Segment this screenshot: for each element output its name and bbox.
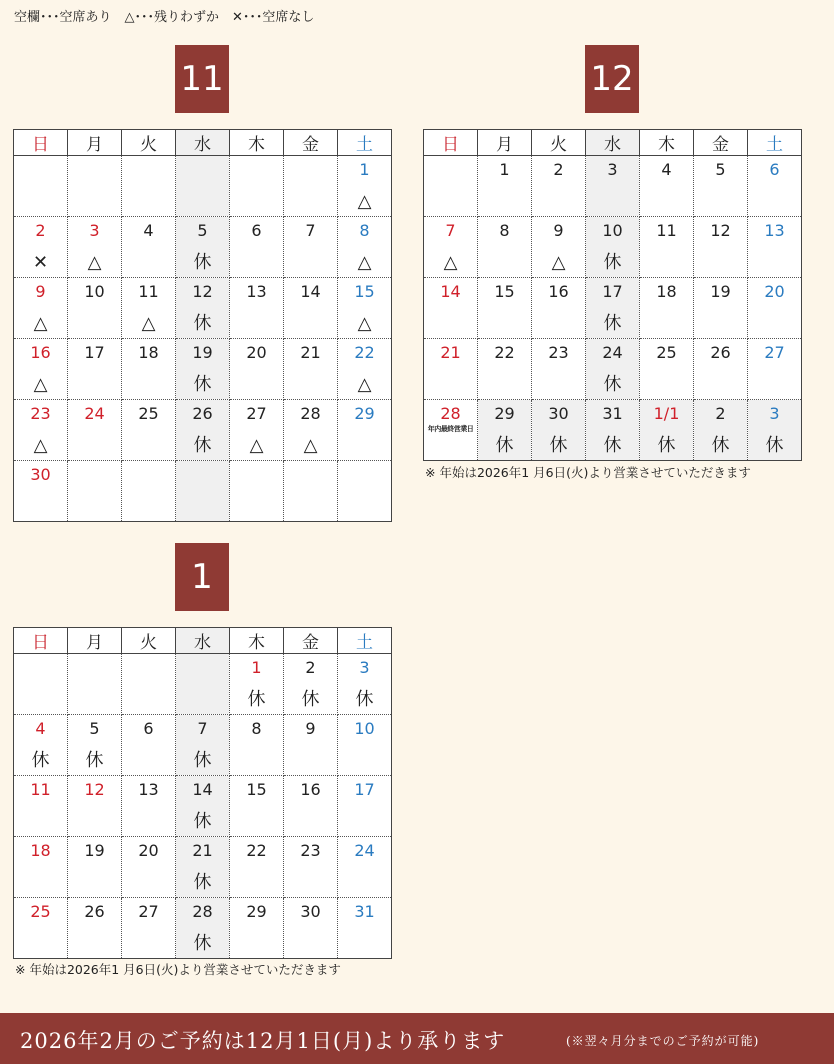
- closed-mark: 休: [603, 252, 622, 273]
- calendar-week-row: [424, 400, 802, 461]
- day-number: 9: [305, 719, 316, 738]
- day-number: 26: [192, 404, 213, 423]
- day-number: 29: [354, 404, 375, 423]
- day-number: 25: [30, 902, 51, 921]
- calendar-day-cell[interactable]: [122, 837, 176, 898]
- day-number: 3: [359, 658, 370, 677]
- day-number: 18: [656, 282, 677, 301]
- calendar-day-cell[interactable]: [14, 217, 68, 278]
- day-number: 8: [499, 221, 510, 240]
- calendar-week-row: [14, 837, 392, 898]
- day-number: 10: [602, 221, 623, 240]
- calendar-day-cell[interactable]: [230, 217, 284, 278]
- calendar-day-cell[interactable]: [230, 837, 284, 898]
- day-number: 14: [300, 282, 321, 301]
- calendar-day-cell[interactable]: [68, 400, 122, 461]
- day-number: 30: [30, 465, 51, 484]
- calendar-day-cell[interactable]: [284, 837, 338, 898]
- calendar-december: [423, 129, 802, 461]
- calendar-day-cell[interactable]: [68, 776, 122, 837]
- day-number: 11: [656, 221, 677, 240]
- day-number: 7: [197, 719, 208, 738]
- calendar-day-cell[interactable]: [640, 339, 694, 400]
- weekday-header-row: [424, 130, 802, 156]
- calendar-day-cell[interactable]: [230, 715, 284, 776]
- day-number: 13: [138, 780, 159, 799]
- closed-mark: 休: [603, 435, 622, 456]
- calendar-day-cell[interactable]: [122, 898, 176, 959]
- weekday-header: 月: [478, 130, 532, 156]
- day-number: 16: [300, 780, 321, 799]
- closed-mark: 休: [193, 313, 212, 334]
- day-number: 6: [251, 221, 262, 240]
- day-number: 6: [143, 719, 154, 738]
- day-number: 16: [548, 282, 569, 301]
- day-number: 26: [710, 343, 731, 362]
- day-number: 31: [602, 404, 623, 423]
- calendar-day-cell[interactable]: [640, 400, 694, 461]
- few-seats-mark: △: [87, 252, 102, 273]
- month-label-january: 1: [175, 543, 229, 611]
- calendar-day-cell[interactable]: [176, 776, 230, 837]
- calendar-day-cell[interactable]: [586, 339, 640, 400]
- calendar-day-cell[interactable]: [14, 278, 68, 339]
- calendar-day-cell[interactable]: [230, 278, 284, 339]
- calendar-day-cell[interactable]: [14, 461, 68, 522]
- day-number: 3: [769, 404, 780, 423]
- calendar-day-cell[interactable]: [176, 837, 230, 898]
- calendar-week-row: [14, 715, 392, 776]
- calendar-january: [13, 627, 392, 959]
- day-number: 26: [84, 902, 105, 921]
- calendar-day-cell[interactable]: [748, 339, 802, 400]
- calendar-day-cell: [176, 156, 230, 217]
- day-number: 18: [30, 841, 51, 860]
- calendar-day-cell[interactable]: [478, 278, 532, 339]
- closed-mark: 休: [247, 689, 266, 710]
- calendar-day-cell[interactable]: [284, 400, 338, 461]
- closed-mark: 休: [765, 435, 784, 456]
- reservation-banner-text: 2026年2月のご予約は12月1日(月)より承ります: [20, 1029, 506, 1053]
- calendar-day-cell[interactable]: [230, 339, 284, 400]
- reservation-banner-subtext: (※翌々月分までのご予約が可能): [566, 1034, 760, 1048]
- closed-mark: 休: [549, 435, 568, 456]
- weekday-header-row: [14, 628, 392, 654]
- day-number: 9: [553, 221, 564, 240]
- closed-mark: 休: [711, 435, 730, 456]
- weekday-header: 金: [284, 628, 338, 654]
- weekday-header-row: [14, 130, 392, 156]
- day-number: 29: [246, 902, 267, 921]
- calendar-day-cell[interactable]: [284, 715, 338, 776]
- calendar-day-cell[interactable]: [122, 776, 176, 837]
- day-number: 31: [354, 902, 375, 921]
- few-seats-mark: △: [33, 374, 48, 395]
- calendar-week-row: [14, 400, 392, 461]
- calendar-day-cell[interactable]: [478, 400, 532, 461]
- calendar-day-cell: [122, 654, 176, 715]
- weekday-header: 水: [176, 628, 230, 654]
- closed-mark: 休: [31, 750, 50, 771]
- calendar-day-cell: [176, 461, 230, 522]
- calendar-day-cell[interactable]: [532, 217, 586, 278]
- calendar-day-cell[interactable]: [284, 776, 338, 837]
- day-number: 15: [354, 282, 375, 301]
- weekday-header: 火: [532, 130, 586, 156]
- few-seats-mark: △: [249, 435, 264, 456]
- calendar-day-cell[interactable]: [748, 278, 802, 339]
- calendar-day-cell[interactable]: [694, 400, 748, 461]
- closed-mark: 休: [85, 750, 104, 771]
- calendar-week-row: [424, 217, 802, 278]
- calendar-day-cell[interactable]: [14, 898, 68, 959]
- calendar-week-row: [14, 278, 392, 339]
- day-number: 24: [354, 841, 375, 860]
- day-number: 8: [359, 221, 370, 240]
- new-year-note-december: ※ 年始は2026年1 月6日(火)より営業させていただきます: [425, 465, 751, 480]
- day-number: 5: [197, 221, 208, 240]
- few-seats-mark: △: [357, 374, 372, 395]
- closed-mark: 休: [193, 933, 212, 954]
- reservation-banner: [0, 1013, 834, 1064]
- calendar-day-cell[interactable]: [122, 715, 176, 776]
- month-label-november: 11: [175, 45, 229, 113]
- closed-mark: 休: [355, 689, 374, 710]
- day-number: 20: [246, 343, 267, 362]
- day-number: 22: [354, 343, 375, 362]
- calendar-day-cell[interactable]: [748, 156, 802, 217]
- calendar-day-cell[interactable]: [640, 156, 694, 217]
- weekday-header: 火: [122, 130, 176, 156]
- few-seats-mark: △: [357, 313, 372, 334]
- calendar-day-cell[interactable]: [176, 400, 230, 461]
- day-number: 15: [246, 780, 267, 799]
- calendar-day-cell[interactable]: [424, 217, 478, 278]
- weekday-header: 日: [14, 130, 68, 156]
- weekday-header: 木: [230, 628, 284, 654]
- day-number: 3: [89, 221, 100, 240]
- calendar-week-row: [14, 339, 392, 400]
- day-number: 1: [499, 160, 510, 179]
- calendar-day-cell[interactable]: [478, 217, 532, 278]
- calendar-week-row: [424, 339, 802, 400]
- calendar-day-cell[interactable]: [338, 339, 392, 400]
- calendar-day-cell: [338, 461, 392, 522]
- weekday-header: 月: [68, 130, 122, 156]
- day-number: 19: [710, 282, 731, 301]
- day-number: 27: [138, 902, 159, 921]
- day-number: 11: [138, 282, 159, 301]
- calendar-week-row: [424, 156, 802, 217]
- day-number: 5: [89, 719, 100, 738]
- day-number: 4: [35, 719, 46, 738]
- calendar-day-cell[interactable]: [338, 654, 392, 715]
- day-number: 19: [84, 841, 105, 860]
- calendar-day-cell[interactable]: [122, 400, 176, 461]
- day-number: 15: [494, 282, 515, 301]
- day-number: 21: [440, 343, 461, 362]
- calendar-day-cell[interactable]: [14, 837, 68, 898]
- calendar-day-cell[interactable]: [68, 217, 122, 278]
- day-number: 19: [192, 343, 213, 362]
- calendar-week-row: [14, 776, 392, 837]
- weekday-header: 木: [230, 130, 284, 156]
- day-number: 7: [305, 221, 316, 240]
- closed-mark: 休: [301, 689, 320, 710]
- calendar-week-row: [14, 654, 392, 715]
- closed-mark: 休: [193, 374, 212, 395]
- calendar-day-cell[interactable]: [338, 898, 392, 959]
- day-number: 9: [35, 282, 46, 301]
- closed-mark: 休: [193, 252, 212, 273]
- day-number: 30: [300, 902, 321, 921]
- calendar-day-cell[interactable]: [338, 837, 392, 898]
- day-number: 18: [138, 343, 159, 362]
- calendar-day-cell[interactable]: [68, 837, 122, 898]
- calendar-day-cell[interactable]: [478, 156, 532, 217]
- calendar-day-cell[interactable]: [640, 217, 694, 278]
- calendar-day-cell: [230, 156, 284, 217]
- day-number: 23: [30, 404, 51, 423]
- calendar-day-cell[interactable]: [338, 400, 392, 461]
- day-number: 27: [246, 404, 267, 423]
- calendar-day-cell[interactable]: [230, 654, 284, 715]
- day-number: 12: [710, 221, 731, 240]
- calendar-day-cell[interactable]: [68, 339, 122, 400]
- calendar-day-cell: [14, 654, 68, 715]
- calendar-day-cell: [284, 156, 338, 217]
- day-number: 16: [30, 343, 51, 362]
- day-number: 6: [769, 160, 780, 179]
- calendar-day-cell[interactable]: [14, 339, 68, 400]
- calendar-day-cell: [230, 461, 284, 522]
- day-number: 27: [764, 343, 785, 362]
- calendar-day-cell[interactable]: [284, 339, 338, 400]
- calendar-day-cell[interactable]: [694, 339, 748, 400]
- day-number: 20: [764, 282, 785, 301]
- day-number: 23: [300, 841, 321, 860]
- day-number: 28: [300, 404, 321, 423]
- calendar-day-cell[interactable]: [230, 898, 284, 959]
- calendar-day-cell[interactable]: [748, 400, 802, 461]
- day-number: 17: [602, 282, 623, 301]
- day-number: 14: [440, 282, 461, 301]
- calendar-day-cell: [68, 654, 122, 715]
- calendar-day-cell: [284, 461, 338, 522]
- calendar-day-cell[interactable]: [122, 339, 176, 400]
- calendar-day-cell[interactable]: [586, 400, 640, 461]
- calendar-day-cell[interactable]: [694, 278, 748, 339]
- day-number: 25: [138, 404, 159, 423]
- day-number: 24: [84, 404, 105, 423]
- day-number: 2: [305, 658, 316, 677]
- day-number: 17: [84, 343, 105, 362]
- day-number: 4: [143, 221, 154, 240]
- calendar-day-cell[interactable]: [284, 217, 338, 278]
- fully-booked-mark: ✕: [32, 252, 49, 273]
- few-seats-mark: △: [551, 252, 566, 273]
- few-seats-mark: △: [443, 252, 458, 273]
- calendar-day-cell[interactable]: [284, 278, 338, 339]
- day-number: 14: [192, 780, 213, 799]
- day-number: 5: [715, 160, 726, 179]
- calendar-day-cell[interactable]: [338, 156, 392, 217]
- closed-mark: 休: [657, 435, 676, 456]
- day-number: 30: [548, 404, 569, 423]
- weekday-header: 日: [424, 130, 478, 156]
- calendar-day-cell[interactable]: [532, 156, 586, 217]
- calendar-day-cell[interactable]: [338, 217, 392, 278]
- few-seats-mark: △: [303, 435, 318, 456]
- closed-mark: 休: [193, 750, 212, 771]
- calendar-week-row: [14, 217, 392, 278]
- availability-legend: 空欄･･･空席あり △･･･残りわずか ✕･･･空席なし: [14, 10, 315, 25]
- day-number: 3: [607, 160, 618, 179]
- day-number: 10: [84, 282, 105, 301]
- calendar-day-cell[interactable]: [586, 217, 640, 278]
- day-number: 8: [251, 719, 262, 738]
- calendar-day-cell[interactable]: [586, 278, 640, 339]
- day-number: 1: [359, 160, 370, 179]
- closed-mark: 休: [193, 435, 212, 456]
- day-number: 24: [602, 343, 623, 362]
- day-number: 29: [494, 404, 515, 423]
- day-number: 22: [246, 841, 267, 860]
- few-seats-mark: △: [357, 252, 372, 273]
- month-label-december: 12: [585, 45, 639, 113]
- calendar-day-cell[interactable]: [176, 278, 230, 339]
- calendar-week-row: [424, 278, 802, 339]
- day-number: 2: [715, 404, 726, 423]
- day-number: 10: [354, 719, 375, 738]
- calendar-day-cell[interactable]: [478, 339, 532, 400]
- calendar-day-cell[interactable]: [230, 400, 284, 461]
- day-number: 12: [192, 282, 213, 301]
- calendar-day-cell[interactable]: [424, 278, 478, 339]
- calendar-day-cell[interactable]: [176, 898, 230, 959]
- calendar-day-cell[interactable]: [640, 278, 694, 339]
- calendar-day-cell[interactable]: [14, 715, 68, 776]
- weekday-header: 土: [338, 628, 392, 654]
- calendar-day-cell[interactable]: [14, 400, 68, 461]
- day-number: 20: [138, 841, 159, 860]
- calendar-day-cell[interactable]: [338, 715, 392, 776]
- day-number: 28: [192, 902, 213, 921]
- day-number: 4: [661, 160, 672, 179]
- calendar-day-cell: [68, 156, 122, 217]
- few-seats-mark: △: [357, 191, 372, 212]
- day-number: 2: [35, 221, 46, 240]
- calendar-day-cell[interactable]: [14, 776, 68, 837]
- day-number: 13: [764, 221, 785, 240]
- calendar-day-cell[interactable]: [122, 217, 176, 278]
- calendar-day-cell[interactable]: [532, 339, 586, 400]
- few-seats-mark: △: [33, 435, 48, 456]
- calendar-day-cell[interactable]: [338, 776, 392, 837]
- calendar-week-row: [14, 898, 392, 959]
- day-number: 1/1: [653, 404, 680, 423]
- calendar-day-cell: [68, 461, 122, 522]
- day-number: 2: [553, 160, 564, 179]
- calendar-day-cell[interactable]: [586, 156, 640, 217]
- closed-mark: 休: [193, 811, 212, 832]
- day-number: 1: [251, 658, 262, 677]
- calendar-day-cell[interactable]: [176, 217, 230, 278]
- calendar-day-cell[interactable]: [68, 898, 122, 959]
- weekday-header: 金: [284, 130, 338, 156]
- calendar-week-row: [14, 461, 392, 522]
- day-number: 22: [494, 343, 515, 362]
- calendar-day-cell[interactable]: [284, 898, 338, 959]
- calendar-week-row: [14, 156, 392, 217]
- weekday-header: 火: [122, 628, 176, 654]
- day-number: 23: [548, 343, 569, 362]
- last-business-day-note: 年内最終営業日: [427, 425, 474, 433]
- weekday-header: 土: [338, 130, 392, 156]
- calendar-day-cell: [122, 461, 176, 522]
- calendar-day-cell[interactable]: [338, 278, 392, 339]
- calendar-day-cell[interactable]: [68, 278, 122, 339]
- few-seats-mark: △: [141, 313, 156, 334]
- closed-mark: 休: [603, 313, 622, 334]
- day-number: 25: [656, 343, 677, 362]
- calendar-day-cell[interactable]: [230, 776, 284, 837]
- day-number: 11: [30, 780, 51, 799]
- weekday-header: 日: [14, 628, 68, 654]
- calendar-day-cell[interactable]: [748, 217, 802, 278]
- calendar-november: [13, 129, 392, 522]
- weekday-header: 水: [176, 130, 230, 156]
- weekday-header: 水: [586, 130, 640, 156]
- calendar-day-cell[interactable]: [122, 278, 176, 339]
- new-year-note-january: ※ 年始は2026年1 月6日(火)より営業させていただきます: [15, 962, 341, 977]
- calendar-day-cell: [14, 156, 68, 217]
- calendar-day-cell[interactable]: [694, 217, 748, 278]
- calendar-day-cell[interactable]: [694, 156, 748, 217]
- day-number: 12: [84, 780, 105, 799]
- day-number: 28: [440, 404, 461, 423]
- calendar-day-cell[interactable]: [176, 339, 230, 400]
- day-number: 21: [300, 343, 321, 362]
- day-number: 13: [246, 282, 267, 301]
- calendar-day-cell[interactable]: [532, 278, 586, 339]
- closed-mark: 休: [603, 374, 622, 395]
- day-number: 17: [354, 780, 375, 799]
- calendar-day-cell: [176, 654, 230, 715]
- calendar-day-cell[interactable]: [176, 715, 230, 776]
- calendar-day-cell[interactable]: [68, 715, 122, 776]
- weekday-header: 土: [748, 130, 802, 156]
- weekday-header: 金: [694, 130, 748, 156]
- calendar-day-cell[interactable]: [284, 654, 338, 715]
- weekday-header: 月: [68, 628, 122, 654]
- calendar-day-cell: [122, 156, 176, 217]
- calendar-day-cell[interactable]: [424, 339, 478, 400]
- day-number: 21: [192, 841, 213, 860]
- closed-mark: 休: [193, 872, 212, 893]
- day-number: 7: [445, 221, 456, 240]
- calendar-day-cell[interactable]: [532, 400, 586, 461]
- weekday-header: 木: [640, 130, 694, 156]
- calendar-day-cell[interactable]: [424, 400, 478, 461]
- few-seats-mark: △: [33, 313, 48, 334]
- calendar-day-cell: [424, 156, 478, 217]
- closed-mark: 休: [495, 435, 514, 456]
